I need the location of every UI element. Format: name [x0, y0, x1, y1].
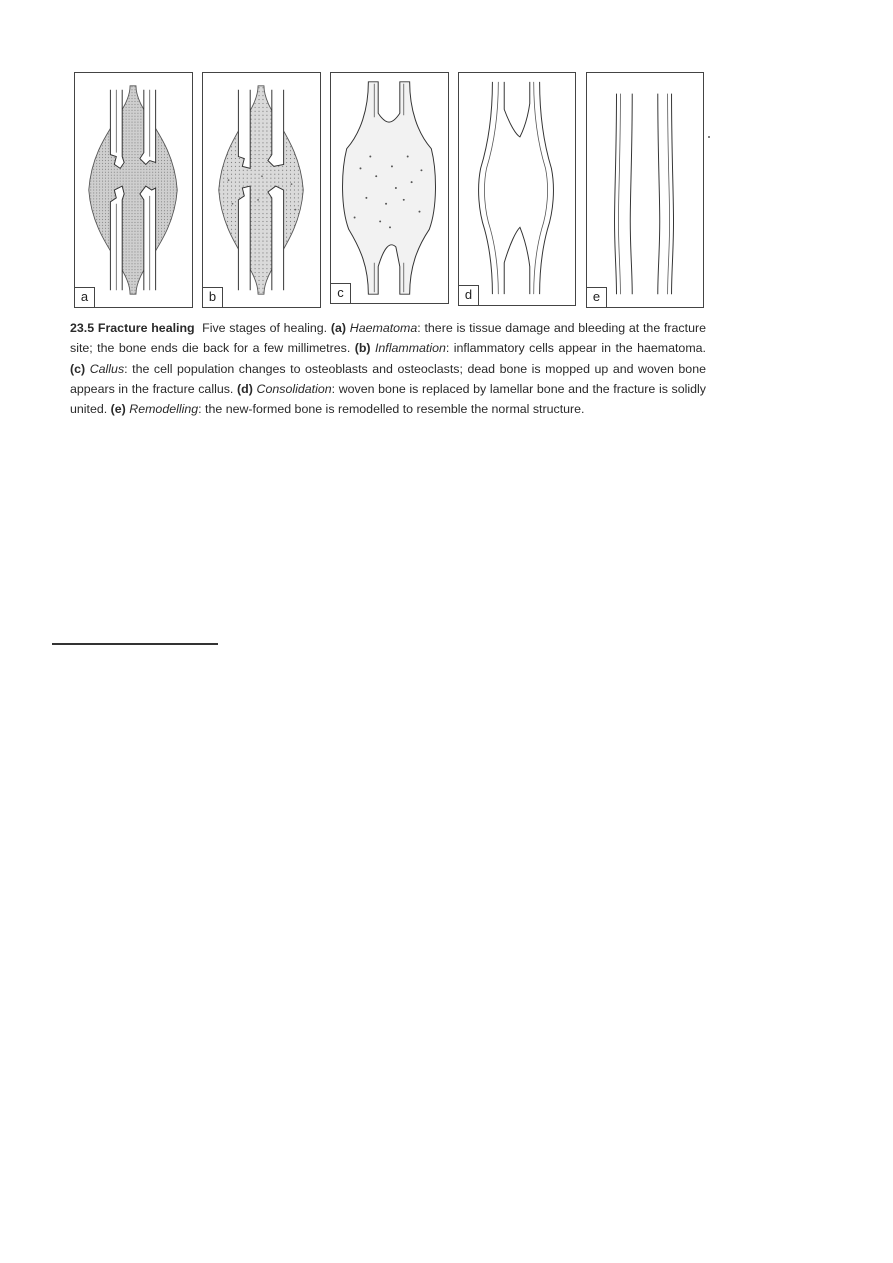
stage-c-letter: (c)	[70, 361, 86, 376]
figure-panel-e	[586, 72, 704, 308]
stage-b-letter: (b)	[354, 341, 371, 356]
stage-d-name: Consolidation	[256, 381, 332, 396]
figure-panel-c	[330, 72, 449, 304]
stage-b-name: Inflammation	[374, 341, 446, 356]
figure-panel-a	[74, 72, 193, 308]
stage-e-text: : the new-formed bone is remodelled to resemble the normal structure.	[198, 402, 585, 417]
caption-intro: Five stages of healing.	[202, 321, 328, 335]
stage-a-name: Haematoma	[349, 321, 418, 335]
stage-a-text: : there is tissue damage and bleeding at the fracture site; the bone ends die back for a few millimetres.	[70, 321, 706, 356]
panel-label-b: b	[203, 287, 223, 307]
stage-e-name: Remodelling	[129, 402, 199, 417]
panel-label-c: c	[331, 283, 351, 303]
panel-label-d: d	[459, 285, 479, 305]
consolidation-illustration	[459, 73, 575, 305]
caption-title: Fracture healing	[97, 321, 195, 335]
haematoma-illustration	[75, 73, 192, 307]
figure-panel-b	[202, 72, 321, 308]
stage-d-letter: (d)	[237, 381, 253, 396]
remodelling-illustration	[587, 73, 703, 307]
caption-number: 23.5	[70, 321, 95, 335]
caption-paragraph	[70, 318, 706, 419]
callus-illustration	[331, 73, 448, 303]
stray-mark	[708, 136, 710, 138]
stage-b-text: : inflammatory cells appear in the haematoma.	[445, 341, 706, 356]
inflammation-illustration	[203, 73, 320, 307]
stage-c-name: Callus	[89, 361, 125, 376]
stage-e-letter: (e)	[110, 402, 126, 417]
stage-d-text: : woven bone is replaced by lamellar bone and the fracture is solidly united.	[70, 381, 706, 417]
fracture-healing-figure	[74, 72, 704, 308]
panel-label-e: e	[587, 287, 607, 307]
figure-panel-d	[458, 72, 576, 306]
footnote-separator-line	[52, 643, 218, 645]
stage-c-text: : the cell population changes to osteoblasts and osteoclasts; dead bone is mopped up and woven bone appears in the fracture callus.	[70, 361, 706, 396]
figure-caption	[70, 318, 706, 419]
panel-label-a: a	[75, 287, 95, 307]
stage-a-letter: (a)	[330, 321, 346, 335]
